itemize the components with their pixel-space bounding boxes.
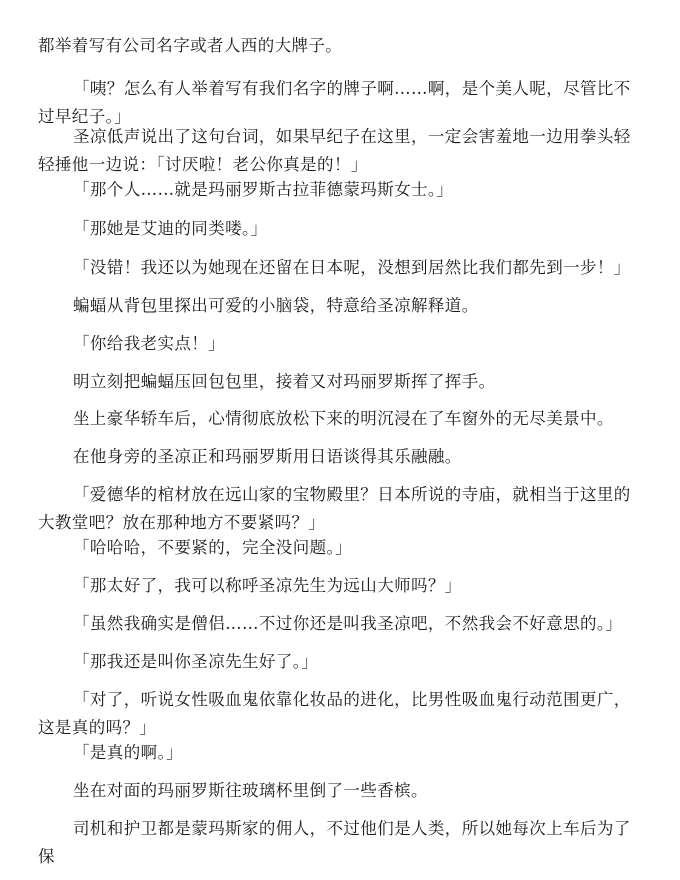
paragraph-10: 坐上豪华轿车后，心情彻底放松下来的明沉浸在了车窗外的无尽美景中。 [73,409,614,428]
paragraph-6: 「没错！我还以为她现在还留在日本呢，没想到居然比我们都先到一步！」 [73,258,631,277]
paragraph-12: 「爱德华的棺材放在远山家的宝物殿里？日本所说的寺庙，就相当于这里的大教堂吧？放在那种地方不要紧吗？」 [38,485,631,532]
paragraph-19: 坐在对面的玛丽罗斯往玻璃杯里倒了一些香槟。 [73,781,428,800]
paragraph-3: 圣凉低声说出了这句台词，如果早纪子在这里，一定会害羞地一边用拳头轻轻捶他一边说：「讨厌啦！老公你真是的！」 [38,127,631,174]
paragraph-11: 在他身旁的圣凉正和玛丽罗斯用日语谈得其乐融融。 [73,447,462,466]
paragraph-16: 「那我还是叫你圣凉先生好了。」 [73,652,319,671]
paragraph-18: 「是真的啊。」 [73,743,184,762]
paragraph-9: 明立刻把蝙蝠压回包包里，接着又对玛丽罗斯挥了挥手。 [73,372,496,391]
paragraph-14: 「那太好了，我可以称呼圣凉先生为远山大师吗？」 [73,576,462,595]
paragraph-17: 「对了，听说女性吸血鬼依靠化妆品的进化，比男性吸血鬼行动范围更广，这是真的吗？」 [38,690,631,737]
paragraph-1: 都举着写有公司名字或者人西的大牌子。 [38,36,343,55]
paragraph-20: 司机和护卫都是蒙玛斯家的佣人，不过他们是人类，所以她每次上车后为了保 [38,819,631,866]
paragraph-4: 「那个人……就是玛丽罗斯古拉菲德蒙玛斯女士。」 [73,180,454,199]
paragraph-15: 「虽然我确实是僧侣……不过你还是叫我圣凉吧，不然我会不好意思的。」 [73,614,623,633]
paragraph-7: 蝙蝠从背包里探出可爱的小脑袋，特意给圣凉解释道。 [73,296,479,315]
paragraph-8: 「你给我老实点！」 [73,334,226,353]
paragraph-5: 「那她是艾迪的同类喽。」 [73,219,268,238]
paragraph-2: 「咦？怎么有人举着写有我们名字的牌子啊……啊，是个美人呢，尽管比不过早纪子。」 [38,79,631,126]
paragraph-13: 「哈哈哈，不要紧的，完全没问题。」 [73,538,353,557]
